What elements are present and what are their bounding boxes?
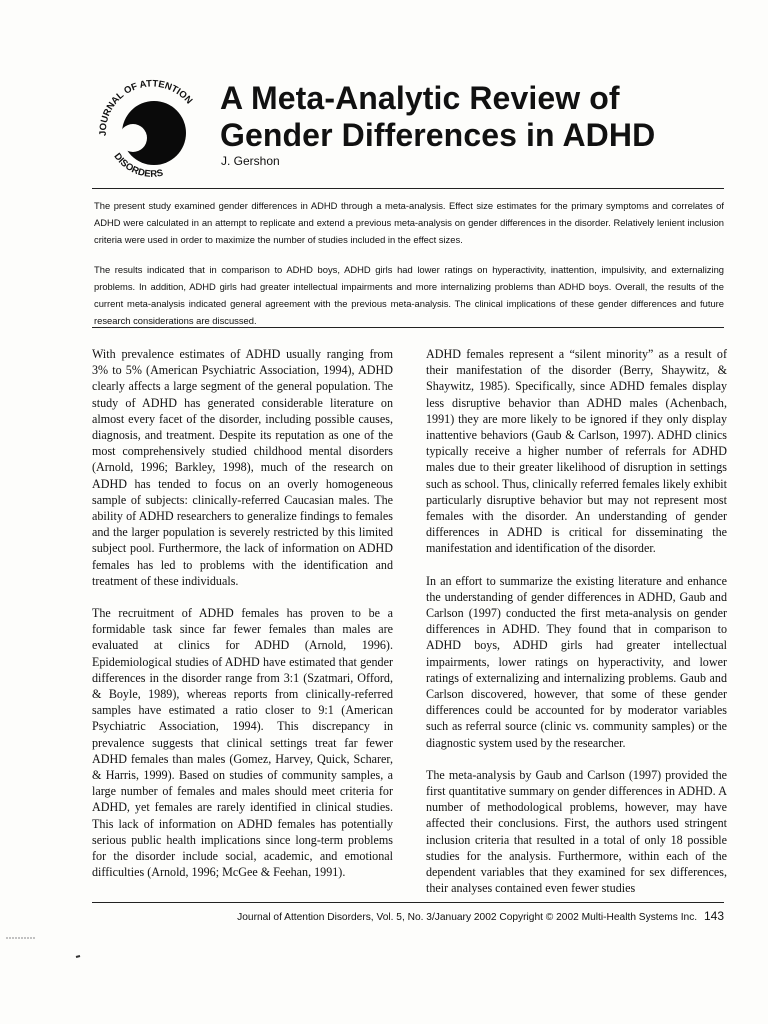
title-line-1: A Meta-Analytic Review of	[220, 80, 620, 116]
author-name: J. Gershon	[221, 154, 280, 168]
scan-marks	[0, 930, 100, 970]
abstract-bottom-rule	[92, 327, 724, 328]
page-number: 143	[703, 909, 724, 923]
abstract-paragraph-2: The results indicated that in comparison to ADHD boys, ADHD girls had lower ratings on hyperactivity, inattention, impulsivity, and externalizing problems. In addition, ADHD girls had greater intellectual impairments and more internalizing problems than ADHD boys. Overall, the results of the current meta-analysis indicated general agreement with the previous meta-analysis. The clinical implications of these gender differences and future research considerations are discussed.	[94, 264, 724, 326]
body-column-right	[426, 346, 727, 913]
body-paragraph: The meta-analysis by Gaub and Carlson (1997) provided the first quantitative summary on gender differences in ADHD. A number of methodological problems, however, may have affected their conclusions. First, the authors used stringent inclusion criteria that resulted in a total of only 18 possible studies for the analysis. Furthermore, within each of the dependent variables that they examined for sex differences, their analyses contained even fewer studies	[426, 767, 727, 896]
abstract-paragraph-1: The present study examined gender differences in ADHD through a meta-analysis. Effect size estimates for the primary symptoms and correlates of ADHD were calculated in an attempt to replicate and extend a previous meta-analysis on gender differences in the disorder. Relatively lenient inclusion criteria were used in order to maximize the number of studies included in the effect sizes.	[94, 200, 724, 245]
body-paragraph: In an effort to summarize the existing literature and enhance the understanding of gender differences in ADHD, Gaub and Carlson (1997) conducted the first meta-analysis on gender differences in ADHD. They found that in comparison to ADHD boys, ADHD girls had greater intellectual impairments, lower ratings on hyperactivity, and lower ratings of externalizing and internalizing problems. Gaub and Carlson discovered, however, that some of these gender differences could be accounted for by moderator variables such as referral source (clinic vs. community samples) or the diagnostic system used by the researcher.	[426, 573, 727, 750]
article-title	[220, 80, 655, 154]
body-paragraph: With prevalence estimates of ADHD usually ranging from 3% to 5% (American Psychiatric Association, 1994), ADHD clearly affects a large segment of the general population. The study of ADHD has generated considerable literature on almost every facet of the disorder, including possible causes, diagnosis, and treatment. Despite its reputation as one of the most comprehensively studied childhood mental disorders (Arnold, 1996; Barkley, 1998), much of the research on ADHD has tended to focus on an overly homogeneous sample of subjects: clinically-referred Caucasian males. The ability of ADHD researchers to generalize findings to females and the larger population is severely restricted by this limited subject pool. Furthermore, the lack of information on ADHD females has led to problems with the identification and treatment of these individuals.	[92, 347, 393, 588]
logo-ring-text-top: JOURNAL OF ATTENTION	[97, 78, 195, 137]
body-paragraph: ADHD females represent a “silent minority” as a result of their manifestation of the disorder (Berry, Shaywitz, & Shaywitz, 1985). Specifically, since ADHD females display less disruptive behavior than ADHD males (Achenbach, 1991) they are more likely to be ignored if they only display inattentive behaviors (Gaub & Carlson, 1997). ADHD clinics typically receive a higher number of referrals for ADHD males due to their greater likelihood of disruption in settings such as school. Thus, clinically referred females likely exhibit particularly disruptive behavior but may not represent most females with the disorder. An understanding of gender differences in ADHD is critical for disseminating the manifestation and identification of the disorder.	[426, 347, 727, 556]
logo-ring-text-bottom: DISORDERS	[111, 151, 165, 180]
journal-logo	[92, 70, 212, 190]
footer-rule	[92, 902, 724, 903]
title-line-2: Gender Differences in ADHD	[220, 117, 656, 153]
footer-citation: Journal of Attention Disorders, Vol. 5, No. 3/January 2002 Copyright © 2002 Multi-Health Systems Inc.	[237, 912, 698, 923]
page-footer	[237, 909, 724, 923]
body-paragraph: The recruitment of ADHD females has proven to be a formidable task since far fewer females than males are evaluated at clinics for ADHD (Arnold, 1996). Epidemiological studies of ADHD have estimated that gender differences in the disorder range from 3:1 (Szatmari, Offord, & Boyle, 1989), whereas reports from clinically-referred samples have estimated a ratio closer to 9:1 (American Psychiatric Association, 1994). This discrepancy in prevalence suggests that clinical settings treat far fewer ADHD females than males (Gomez, Harvey, Quick, Scharer, & Harris, 1999). Based on studies of community samples, a large number of females and males should meet criteria for ADHD, yet females are rarely identified in clinical studies. This lack of information on ADHD females has potentially serious public health implications since long-term problems for the disorder include social, academic, and emotional difficulties (Arnold, 1996; McGee & Feehan, 1991).	[92, 606, 393, 880]
logo-crescent-cutout	[119, 124, 147, 152]
abstract-top-rule	[92, 188, 724, 189]
body-column-left	[92, 346, 393, 897]
scan-mark	[76, 956, 80, 957]
